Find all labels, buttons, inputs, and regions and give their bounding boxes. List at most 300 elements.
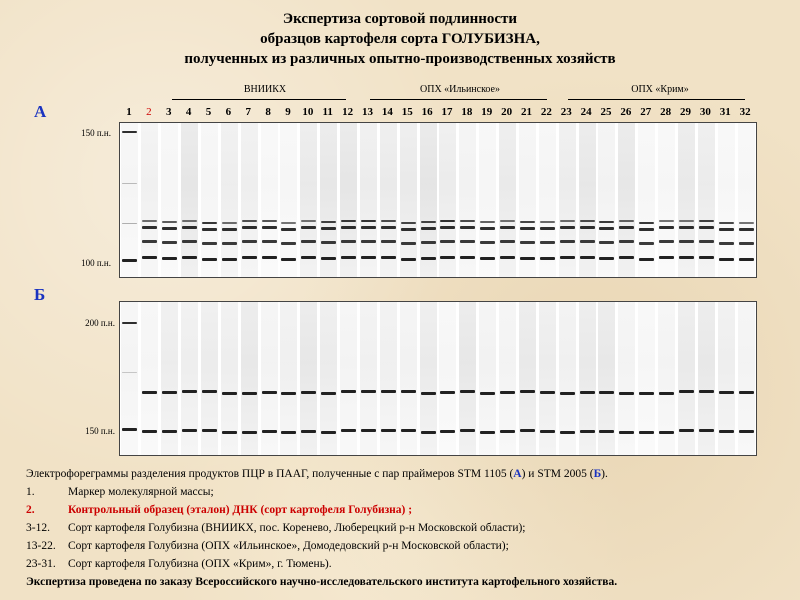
gel-lane [559, 123, 576, 277]
gel-band [381, 240, 396, 243]
gel-band [202, 222, 217, 224]
gel-band [719, 242, 734, 245]
lane-number: 1 [126, 106, 132, 118]
lane-number: 26 [620, 106, 632, 118]
gel-band [381, 220, 396, 222]
lane-number: 2 [146, 106, 152, 118]
gel-band [162, 221, 177, 223]
gel-band [540, 221, 555, 223]
gel-band [619, 240, 634, 243]
gel-lane [698, 302, 715, 455]
gel-band [301, 256, 316, 259]
gel-lane [479, 302, 496, 455]
gel-band [202, 258, 217, 261]
lane-number: 3 [165, 106, 172, 118]
gel-band [659, 220, 674, 222]
gel-band [659, 392, 674, 395]
gel-band [500, 391, 515, 394]
gel-band [341, 240, 356, 243]
gel-band [440, 256, 455, 259]
gel-band [599, 227, 614, 230]
caption-item: 23-31. Сорт картофеля Голубизна (ОПХ «Крим», г. Тюмень). [26, 558, 332, 570]
gel-lane [320, 123, 337, 277]
gel-band [162, 391, 177, 394]
gel-band [122, 322, 137, 324]
gel-band [739, 391, 754, 394]
lane-number: 20 [501, 106, 513, 118]
lane-number: 24 [580, 106, 592, 118]
caption-ref-b: Б [593, 468, 602, 480]
gel-band [401, 258, 416, 261]
gel-band [361, 220, 376, 222]
gel-band [580, 240, 595, 243]
gel-band [699, 256, 714, 259]
gel-band [281, 242, 296, 245]
gel-band [222, 392, 237, 395]
gel-a-top-marker-label: 150 п.н. [81, 128, 111, 138]
gel-lane [241, 302, 258, 455]
caption-item: 3-12. Сорт картофеля Голубизна (ВНИИКХ, пос. Коренево, Люберецкий р-н Московской области); [26, 522, 526, 534]
gel-band [341, 220, 356, 222]
gel-lane [360, 302, 377, 455]
gel-band [480, 221, 495, 223]
gel-lane [658, 302, 675, 455]
gel-band [520, 390, 535, 393]
lane-number: 18 [461, 106, 473, 118]
gel-band [599, 241, 614, 244]
gel-band [719, 222, 734, 224]
gel-band [242, 256, 257, 259]
gel-band [540, 430, 555, 433]
gel-band [580, 256, 595, 259]
gel-band [500, 430, 515, 433]
gel-band [560, 226, 575, 229]
gel-lane [141, 302, 158, 455]
gel-band [401, 228, 416, 231]
gel-band [460, 390, 475, 393]
gel-lane [698, 123, 715, 277]
gel-band [162, 257, 177, 260]
lane-number: 32 [739, 106, 751, 118]
gel-band [540, 391, 555, 394]
lane-number: 8 [265, 106, 271, 118]
gel-band [560, 240, 575, 243]
gel-band [361, 240, 376, 243]
gel-band [659, 240, 674, 243]
gel-lane [380, 123, 397, 277]
gel-band [381, 429, 396, 432]
gel-band [222, 228, 237, 231]
gel-band [321, 241, 336, 244]
title-line-1: Экспертиза сортовой подлинности [282, 11, 518, 27]
gel-lane [161, 123, 178, 277]
gel-band [560, 256, 575, 259]
lane-number: 11 [322, 106, 333, 118]
gel-band [182, 429, 197, 432]
gel-band [381, 390, 396, 393]
lane-number: 14 [381, 106, 393, 118]
title-line-2: образцов картофеля сорта ГОЛУБИЗНА, [260, 31, 540, 47]
gel-lane [638, 123, 655, 277]
gel-band [281, 222, 296, 224]
gel-band [560, 392, 575, 395]
gel-band [321, 221, 336, 223]
gel-band [480, 257, 495, 260]
lane-number: 27 [640, 106, 652, 118]
gel-lane [380, 302, 397, 455]
gel-band [262, 256, 277, 259]
lane-number: 29 [679, 106, 691, 118]
group-line-ilinskoe [370, 99, 547, 100]
gel-band [281, 392, 296, 395]
gel-band [460, 256, 475, 259]
gel-lane [519, 302, 536, 455]
gel-lane [738, 302, 755, 455]
gel-lane [539, 123, 556, 277]
gel-band [679, 429, 694, 432]
gel-lane [181, 302, 198, 455]
gel-band [202, 228, 217, 231]
gel-band [262, 430, 277, 433]
gel-lane [459, 302, 476, 455]
gel-band [281, 258, 296, 261]
gel-band [281, 431, 296, 434]
gel-band [182, 390, 197, 393]
gel-lane [320, 302, 337, 455]
gel-band [242, 220, 257, 222]
gel-band [142, 240, 157, 243]
gel-band [401, 222, 416, 224]
gel-band [421, 431, 436, 434]
gel-band [699, 429, 714, 432]
gel-lane [121, 302, 138, 455]
gel-band [599, 221, 614, 223]
gel-band [460, 226, 475, 229]
gel-band [321, 431, 336, 434]
gel-band [480, 431, 495, 434]
lane-number: 21 [520, 106, 532, 118]
gel-lane [420, 123, 437, 277]
gel-band [699, 390, 714, 393]
gel-band [361, 226, 376, 229]
gel-band [262, 391, 277, 394]
panel-b-label: Б [34, 285, 46, 304]
gel-lane [439, 123, 456, 277]
lane-number: 19 [481, 106, 493, 118]
gel-lane [121, 123, 138, 277]
gel-band [639, 431, 654, 434]
gel-band [659, 226, 674, 229]
lane-number: 25 [600, 106, 612, 118]
gel-lane [598, 123, 615, 277]
gel-band [580, 226, 595, 229]
caption-item: 1. Маркер молекулярной массы; [26, 486, 214, 498]
figure-caption [26, 465, 786, 591]
gel-band [262, 240, 277, 243]
gel-lane [618, 302, 635, 455]
gel-band [540, 257, 555, 260]
slide-title [0, 9, 800, 69]
gel-band [222, 258, 237, 261]
gel-band [262, 220, 277, 222]
title-line-3: полученных из различных опытно-производственных хозяйств [184, 51, 616, 67]
gel-band [619, 431, 634, 434]
gel-band [599, 430, 614, 433]
gel-lane [638, 302, 655, 455]
gel-lane [718, 123, 735, 277]
gel-band [699, 220, 714, 222]
gel-band [739, 222, 754, 224]
gel-band [401, 390, 416, 393]
gel-band [719, 430, 734, 433]
gel-lane [261, 123, 278, 277]
gel-band [679, 220, 694, 222]
gel-lane [539, 302, 556, 455]
gel-lane [360, 123, 377, 277]
gel-b-bottom-marker-label: 150 п.н. [85, 426, 115, 436]
gel-band [560, 220, 575, 222]
gel-band [440, 240, 455, 243]
gel-band [301, 226, 316, 229]
gel-lane [439, 302, 456, 455]
gel-band [619, 226, 634, 229]
gel-band [301, 430, 316, 433]
gel-band [719, 258, 734, 261]
gel-lane [738, 123, 755, 277]
gel-band [281, 228, 296, 231]
gel-lane [340, 123, 357, 277]
gel-band [679, 256, 694, 259]
gel-band [739, 228, 754, 231]
gel-lane [400, 302, 417, 455]
panel-a-label: А [34, 102, 47, 121]
gel-band [381, 256, 396, 259]
group-label-ilinskoe: ОПХ «Ильинское» [420, 84, 500, 95]
gel-band [639, 392, 654, 395]
caption-item-control: 2. Контрольный образец (эталон) ДНК (сорт картофеля Голубизна) ; [26, 504, 413, 516]
gel-band [341, 256, 356, 259]
gel-band [301, 391, 316, 394]
gel-band [719, 391, 734, 394]
caption-footer: Экспертиза проведена по заказу Всероссийского научно-исследовательского института картофельного хозяйства. [26, 576, 618, 588]
gel-band [361, 256, 376, 259]
lane-number: 7 [245, 106, 251, 118]
gel-lane [201, 123, 218, 277]
gel-lane [261, 302, 278, 455]
gel-band [122, 428, 137, 431]
gel-lane [618, 123, 635, 277]
gel-lane [479, 123, 496, 277]
gel-band [480, 241, 495, 244]
gel-band [142, 226, 157, 229]
gel-lane [340, 302, 357, 455]
group-label-vniikh: ВНИИКХ [243, 84, 287, 95]
gel-band [500, 256, 515, 259]
lane-number: 13 [361, 106, 373, 118]
gel-band [361, 390, 376, 393]
gel-lane [221, 123, 238, 277]
gel-a-bottom-marker-label: 100 п.н. [81, 258, 111, 268]
gel-band [162, 241, 177, 244]
lane-number: 31 [719, 106, 731, 118]
gel-band [122, 131, 137, 133]
gel-band [222, 242, 237, 245]
gel-lane [241, 123, 258, 277]
gel-band [202, 390, 217, 393]
gel-band [341, 226, 356, 229]
gel-band [122, 259, 137, 262]
gel-band [142, 430, 157, 433]
gel-band [520, 227, 535, 230]
gel-band [142, 391, 157, 394]
gel-band [500, 226, 515, 229]
gel-band [599, 391, 614, 394]
gel-band [639, 242, 654, 245]
lane-number: 16 [421, 106, 433, 118]
gel-band [520, 241, 535, 244]
gel-band [301, 220, 316, 222]
gel-band [142, 256, 157, 259]
gel-lane [300, 123, 317, 277]
gel-band [480, 392, 495, 395]
gel-lane [559, 302, 576, 455]
gel-band [122, 372, 137, 373]
lane-number: 30 [699, 106, 711, 118]
gel-band [739, 430, 754, 433]
gel-band [580, 220, 595, 222]
gel-band [242, 392, 257, 395]
gel-band [182, 240, 197, 243]
gel-band [619, 392, 634, 395]
gel-band [122, 183, 137, 184]
gel-lane [499, 123, 516, 277]
gel-band [222, 431, 237, 434]
gel-band [321, 227, 336, 230]
gel-lane [141, 123, 158, 277]
gel-lane [718, 302, 735, 455]
gel-band [619, 256, 634, 259]
gel-band [301, 240, 316, 243]
caption-intro: Электрофореграммы разделения продуктов ПЦР в ПААГ, полученные с пар праймеров STM 1105 (А) и STM 2005 (Б). [26, 468, 608, 480]
gel-band [401, 242, 416, 245]
gel-band [361, 429, 376, 432]
gel-lane [459, 123, 476, 277]
group-label-krim: ОПХ «Крим» [631, 84, 689, 95]
gel-band [321, 392, 336, 395]
gel-lane [598, 302, 615, 455]
lane-number: 10 [302, 106, 314, 118]
lane-number: 22 [540, 106, 552, 118]
gel-b [119, 301, 757, 456]
gel-band [401, 429, 416, 432]
gel-band [440, 391, 455, 394]
gel-band [739, 242, 754, 245]
gel-a [119, 122, 757, 278]
gel-lane [400, 123, 417, 277]
lane-number: 23 [560, 106, 572, 118]
gel-band [679, 240, 694, 243]
lane-number: 6 [225, 106, 232, 118]
gel-band [500, 220, 515, 222]
gel-band [421, 221, 436, 223]
gel-band [699, 240, 714, 243]
gel-band [182, 226, 197, 229]
gel-lane [420, 302, 437, 455]
lane-number: 12 [342, 106, 354, 118]
gel-band [421, 257, 436, 260]
lane-number: 28 [660, 106, 672, 118]
gel-band [639, 222, 654, 224]
gel-band [540, 241, 555, 244]
gel-band [520, 257, 535, 260]
gel-band [142, 220, 157, 222]
gel-band [421, 241, 436, 244]
gel-band [341, 390, 356, 393]
gel-band [440, 220, 455, 222]
gel-band [162, 227, 177, 230]
gel-lane [499, 302, 516, 455]
gel-band [480, 227, 495, 230]
gel-band [182, 220, 197, 222]
gel-band [580, 391, 595, 394]
gel-band [242, 431, 257, 434]
gel-band [460, 240, 475, 243]
lane-number: 5 [205, 106, 212, 118]
gel-band [440, 430, 455, 433]
gel-lane [280, 123, 297, 277]
gel-band [421, 227, 436, 230]
gel-band [321, 257, 336, 260]
gel-lane [300, 302, 317, 455]
caption-ref-a: А [513, 468, 522, 480]
gel-band [619, 220, 634, 222]
gel-band [182, 256, 197, 259]
gel-band [639, 258, 654, 261]
gel-lane [221, 302, 238, 455]
gel-band [520, 429, 535, 432]
gel-lane [519, 123, 536, 277]
group-line-vniikh [172, 99, 346, 100]
gel-band [440, 226, 455, 229]
gel-band [639, 228, 654, 231]
lane-number: 15 [401, 106, 413, 118]
gel-band [679, 226, 694, 229]
gel-band [242, 240, 257, 243]
gel-band [421, 392, 436, 395]
gel-band [540, 227, 555, 230]
gel-band [719, 228, 734, 231]
gel-band [381, 226, 396, 229]
gel-b-top-marker-label: 200 п.н. [85, 318, 115, 328]
gel-band [460, 429, 475, 432]
gel-lane [678, 123, 695, 277]
gel-lane [181, 123, 198, 277]
gel-band [341, 429, 356, 432]
gel-lane [678, 302, 695, 455]
gel-band [242, 226, 257, 229]
gel-band [162, 430, 177, 433]
gel-lane [280, 302, 297, 455]
gel-band [262, 226, 277, 229]
gel-lane [658, 123, 675, 277]
gel-band [580, 430, 595, 433]
gel-band [560, 431, 575, 434]
gel-lane [579, 123, 596, 277]
group-line-krim [568, 99, 745, 100]
gel-band [202, 429, 217, 432]
lane-number: 17 [441, 106, 453, 118]
gel-band [500, 240, 515, 243]
